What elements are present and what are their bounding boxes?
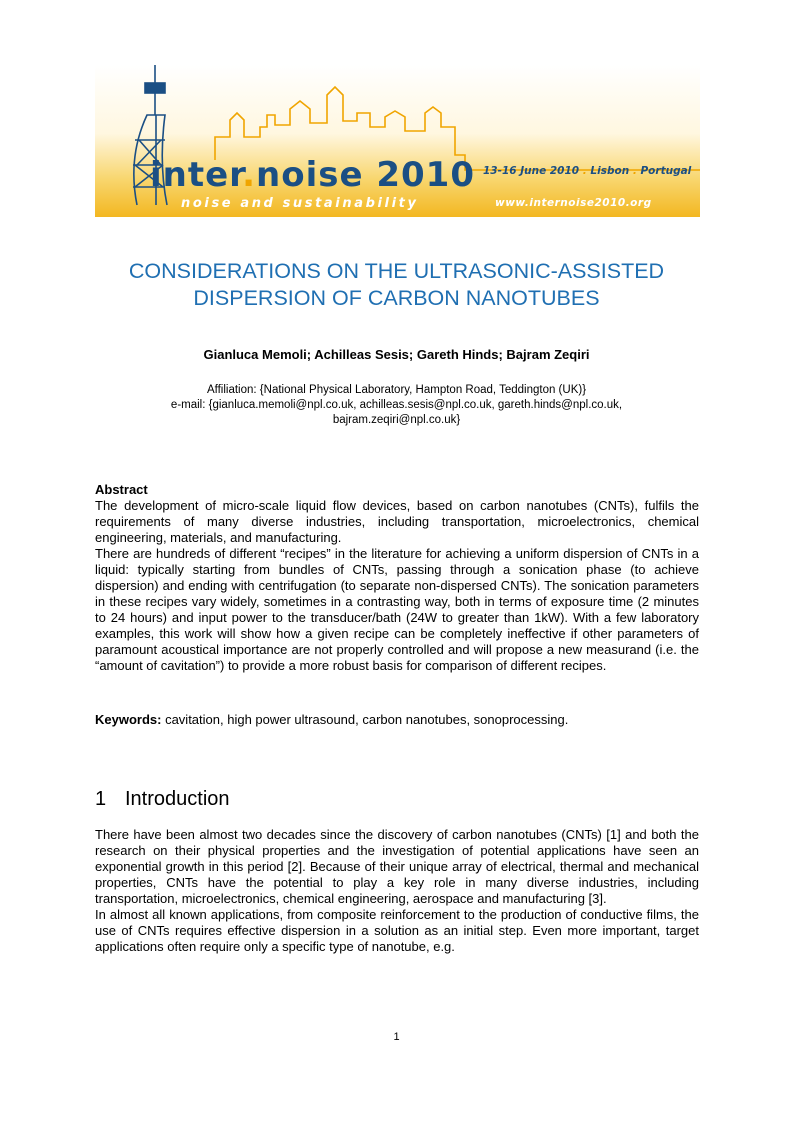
abstract-heading: Abstract <box>95 482 148 497</box>
conference-tagline: noise and sustainability <box>181 196 419 211</box>
abstract-section <box>95 482 699 674</box>
affiliation-block <box>60 383 733 428</box>
title-line-1: CONSIDERATIONS ON THE ULTRASONIC-ASSISTED <box>128 259 665 283</box>
email-line-1: e-mail: {gianluca.memoli@npl.co.uk, achilleas.sesis@npl.co.uk, gareth.hinds@npl.co.uk, <box>170 399 623 411</box>
date-range: 13-16 June 2010 <box>483 165 580 177</box>
title-line-2: DISPERSION OF CARBON NANOTUBES <box>193 286 600 310</box>
abstract-paragraph-1: The development of micro-scale liquid flow devices, based on carbon nanotubes (CNTs), fulfils the requirements of many diverse industries, including transportation, microelectronics, chemical engineering, materials, and manufacturing. <box>95 498 699 545</box>
keywords-list: cavitation, high power ultrasound, carbon nanotubes, sonoprocessing. <box>161 712 569 727</box>
separator-dot: . <box>632 165 637 177</box>
keywords-line <box>95 712 699 728</box>
separator-dot: . <box>582 165 587 177</box>
conference-dates <box>483 165 691 177</box>
conference-website[interactable]: www.internoise2010.org <box>495 197 652 209</box>
logo-dot: . <box>242 155 257 195</box>
keywords-label: Keywords: <box>95 712 162 727</box>
conference-logo: inter.noise 2010 <box>150 155 475 195</box>
section-heading <box>95 788 230 811</box>
author-list: Gianluca Memoli; Achilleas Sesis; Gareth Hinds; Bajram Zeqiri <box>203 347 590 362</box>
abstract-paragraph-2: There are hundreds of different “recipes” in the literature for achieving a uniform dispersion of CNTs in a liquid: typically starting from bundles of CNTs, passing through a sonication phase (to achieve dispersion) and ending with centrifugation (to separate non-dispersed CNTs). The sonication parameters in these recipes vary widely, sometimes in a contrasting way, both in terms of exposure time (2 minutes to 24 hours) and input power to the transducer/bath (24W to greater than 1kW). With a few laboratory examples, this work will show how a given recipe can be completely ineffective if other parameters of paramount acoustical importance are not properly controlled and will propose a new measurand (i.e. the “amount of cavitation”) to provide a more robust basis for comparison of different recipes. <box>95 546 699 673</box>
page-number: 1 <box>393 1031 400 1043</box>
affiliation: Affiliation: {National Physical Laboratory, Hampton Road, Teddington (UK)} <box>206 384 587 396</box>
city: Lisbon <box>590 165 630 177</box>
section-number: 1 <box>95 788 107 810</box>
email-line-2: bajram.zeqiri@npl.co.uk} <box>332 414 461 426</box>
country: Portugal <box>640 165 692 177</box>
paper-title <box>60 258 733 312</box>
intro-paragraph-1: There have been almost two decades since the discovery of carbon nanotubes (CNTs) [1] and both the research on their physical properties and the investigation of potential applications have seen an exponential growth in this period [2]. Because of their unique array of electrical, thermal and mechanical properties, CNTs have the potential to play a key role in many diverse industries, including transportation, microelectronics, chemical engineering, aerospace and manufacturing [3]. <box>95 827 699 906</box>
intro-paragraph-2: In almost all known applications, from composite reinforcement to the production of conductive films, the use of CNTs requires effective dispersion in a solution as an initial step. Even more important, target applications often require only a specific type of nanotube, e.g. <box>95 907 699 954</box>
section-title: Introduction <box>125 788 230 810</box>
conference-banner <box>95 65 700 217</box>
introduction-text <box>95 827 699 955</box>
